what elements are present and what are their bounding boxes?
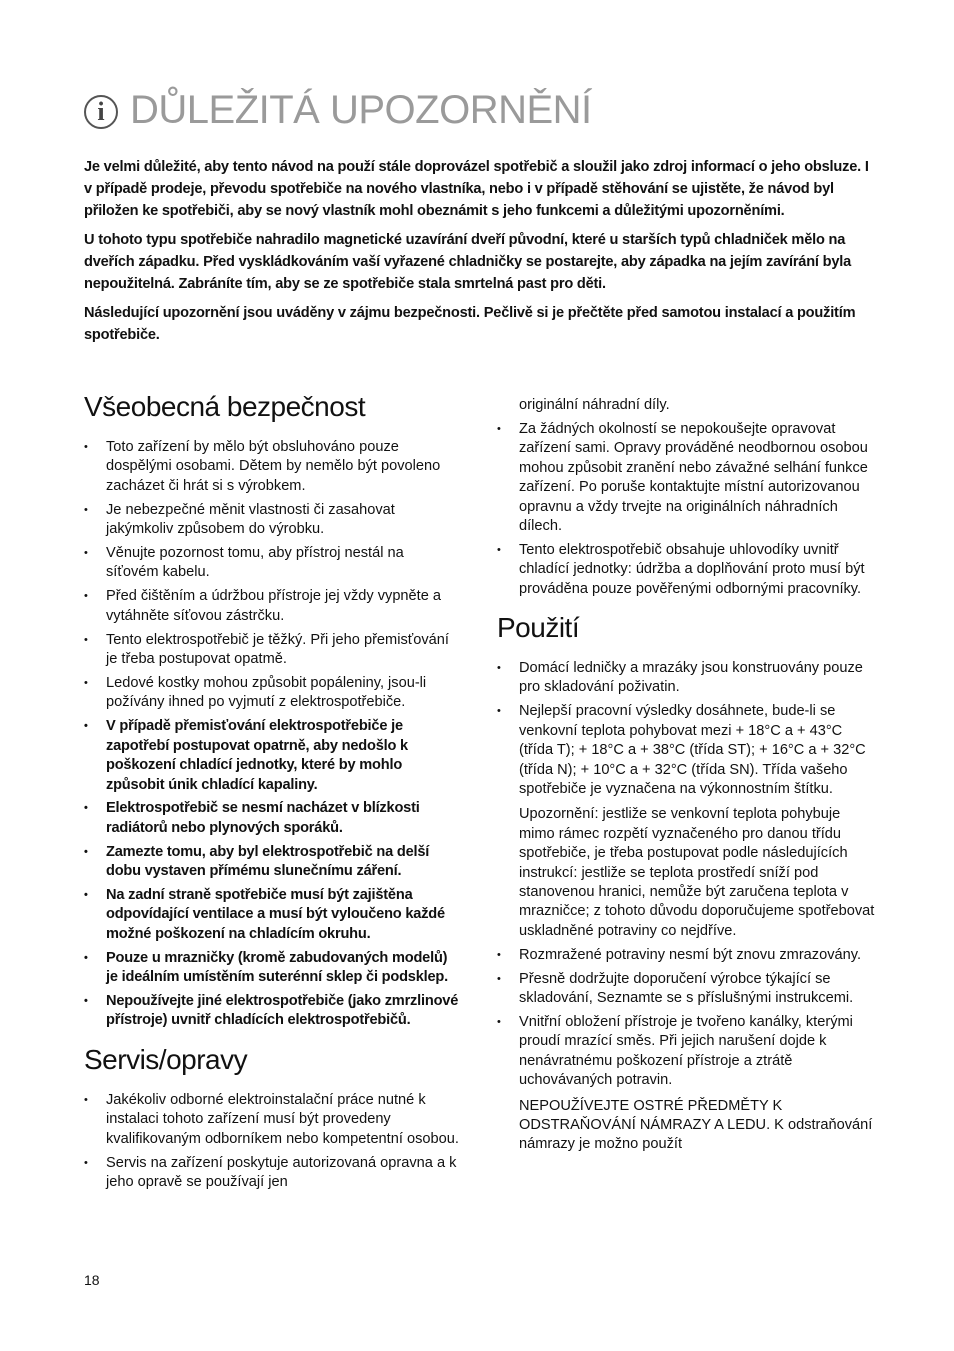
intro-paragraph: Je velmi důležité, aby tento návod na použí stále doprovázel spotřebič a sloužil jako zdroj informací o jeho obsluze. I v případě prodeje, převodu spotřebiče na nového vlastníka, nebo i v případě stěhování se ujistěte, že návod byl přiložen ke spotřebiči, aby se nový vlastník mohl obeznámit s jeho funkcemi a důležitými upozorněními. [84,159,869,219]
list-item-warning: • Pouze u mrazničky (kromě zabudovaných modelů) je ideálním umístěním suterénní sklep či podsklep. [84,949,460,988]
section-heading-general-safety: Všeobecná bezpečnost [84,391,366,422]
intro-paragraph: U tohoto typu spotřebiče nahradilo magnetické uzavírání dveří původní, které u starších typů chladniček mělo na dveřích západku. Před vyskládkováním vaší vyřazené chladničky se postarejte, aby západka na jejím zavírání byla nepoužitelná. Zabráníte tím, aby se ze spotřebiče stala smrtelná past pro děti. [84,232,852,292]
service-list [84,1091,460,1193]
section-heading-usage: Použití [497,612,580,644]
list-item [497,1013,875,1155]
list-item: • Tento elektrospotřebič obsahuje uhlovodíky uvnitř chladící jednotky: údržba a doplňování proto musí být prováděna pouze pověřenými odbornými pracovníky. [497,541,875,599]
list-item-text: Vnitřní obložení přístroje je tvořeno kanálky, kterými proudí mrazící směs. Při jejich narušení dojde k nenávratnému poškození přístroje a ztrátě uchovávaných potravin. [519,1013,853,1089]
list-item-warning: • Na zadní straně spotřebiče musí být zajištěna odpovídající ventilace a musí být vyloučeno každé možné poškození na chladícím okruhu. [84,886,460,944]
list-item: • Před čištěním a údržbou přístroje jej vždy vypněte a vytáhněte síťovou zástrčku. [84,587,460,626]
list-item: • Je nebezpečné měnit vlastnosti či zasahovat jakýmkoliv způsobem do výrobku. [84,501,460,540]
list-item: • Domácí ledničky a mrazáky jsou konstruovány pouze pro skladování poživatin. [497,659,875,698]
list-item: • Ledové kostky mohou způsobit popáleniny, jsou-li požívány ihned po vyjmutí z elektrospotřebiče. [84,674,460,713]
intro-paragraph: Následující upozornění jsou uváděny v zájmu bezpečnosti. Pečlivě si je přečtěte před samotou instalací a použitím spotřebiče. [84,305,856,343]
list-item-warning: • Elektrospotřebič se nesmí nacházet v blízkosti radiátorů nebo plynových sporáků. [84,799,460,838]
list-item: • Rozmražené potraviny nesmí být znovu zmrazovány. [497,946,875,965]
list-item: • Přesně dodržujte doporučení výrobce týkající se skladování, Seznamte se s příslušnými instrukcemi. [497,970,875,1009]
right-column [497,396,875,1159]
list-item: • Tento elektrospotřebič je těžký. Při jeho přemisťování je třeba postupovat opatmě. [84,631,460,670]
list-item: • Servis na zařízení poskytuje autorizovaná opravna a k jeho opravě se používají jen [84,1154,460,1193]
list-item [497,702,875,941]
list-item-continuation: originální náhradní díly. [519,397,670,413]
info-icon: i [84,95,118,129]
section-heading-service: Servis/opravy [84,1043,248,1075]
list-item-warning: • Nepoužívejte jiné elektrospotřebiče (jako zmrzlinové přístroje) uvnitř chladících elektrospotřebičů. [84,992,460,1031]
service-list-continued [497,420,875,599]
intro-section [84,156,874,353]
list-item-warning: • V případě přemisťování elektrospotřebiče je zapotřebí postupovat opatrně, aby nedošlo k poškození chladící jednotky, které by mohlo způsobit únik chladící kapaliny. [84,717,460,795]
left-column [84,390,460,1197]
list-item: • Věnujte pozornost tomu, aby přístroj nestál na síťovém kabelu. [84,544,460,583]
page-number: 18 [84,1272,100,1288]
list-item: • Jakékoliv odborné elektroinstalační práce nutné k instalaci tohoto zařízení musí být provedeny kvalifikovaným odborníkem nebo kompetentní osobou. [84,1091,460,1149]
list-item-note: NEPOUŽÍVEJTE OSTRÉ PŘEDMĚTY K ODSTRAŇOVÁNÍ NÁMRAZY A LEDU. K odstraňování námrazy je možno použít [519,1097,873,1153]
page-header [84,88,592,133]
usage-list [497,659,875,1155]
general-safety-list [84,438,460,1031]
list-item: • Toto zařízení by mělo být obsluhováno pouze dospělými osobami. Dětem by nemělo být povoleno zacházet či hrát si s výrobkem. [84,438,460,496]
page-title: DŮLEŽITÁ UPOZORNĚNÍ [130,88,592,132]
list-item-text: Nejlepší pracovní výsledky dosáhnete, bude-li se venkovní teplota pohybovat mezi + 18°C a + 43°C (třída T); + 18°C a + 38°C (třída ST); + 16°C a + 32°C (třída N); + 10°C a + 32°C (třída SN). Třída vašeho spotřebiče je vyznačena na výkonnostním štítku. [519,703,866,797]
list-item-warning: • Zamezte tomu, aby byl elektrospotřebič na delší dobu vystaven přímému slunečnímu záření. [84,843,460,882]
list-item: • Za žádných okolností se nepokoušejte opravovat zařízení sami. Opravy prováděné neodbornou osobou mohou způsobit zranění nebo závažné selhání funkce zařízení. Po poruše kontaktujte místní autorizovanou opravnu a vždy trvejte na originálních náhradních dílech. [497,420,875,536]
list-item-note: Upozornění: jestliže se venkovní teplota pohybuje mimo rámec rozpětí vyznačeného pro danou třídu spotřebiče, je třeba postupovat podle následujících instrukcí: jestliže se teplota prostředí sníží pod stanovenou hranici, nemůže být zaručena teplota v mrazničce; z tohoto důvodu doporučujeme spotřebovat uskladněné potraviny co nejdříve. [519,806,875,939]
